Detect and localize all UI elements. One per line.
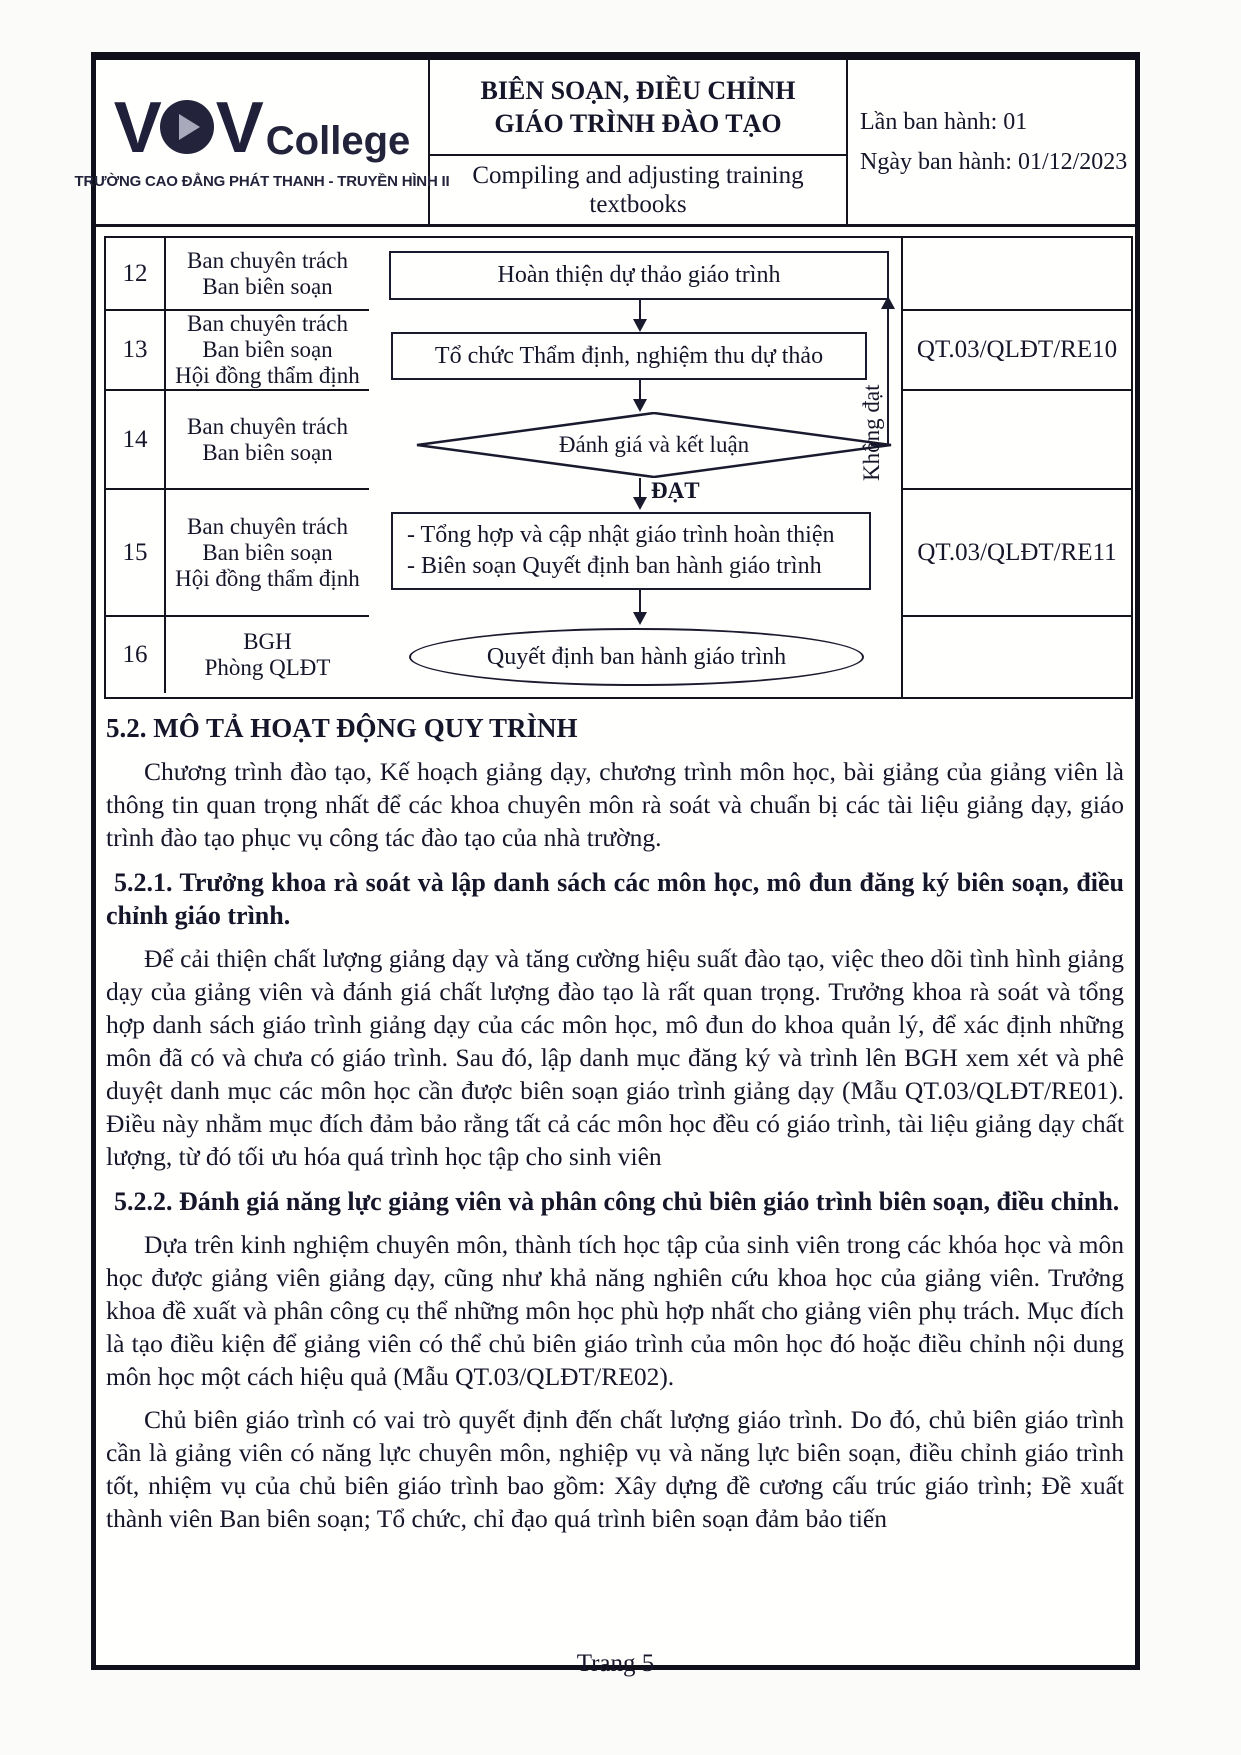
- feedback-connector: [887, 308, 889, 446]
- form-ref-cell: QT.03/QLĐT/RE10: [903, 311, 1131, 391]
- arrow-down-icon: [633, 319, 647, 332]
- document-title: [430, 60, 846, 156]
- step-actors: Ban chuyên trách Ban biên soạn Hội đồng thẩm định: [175, 513, 360, 591]
- flowchart-left-columns: [106, 238, 369, 697]
- issue-info-cell: [848, 60, 1135, 224]
- step-number: 13: [106, 311, 166, 389]
- step-actors: Ban chuyên trách Ban biên soạn: [187, 413, 348, 465]
- fail-branch-label: Không đạt: [859, 384, 884, 482]
- vov-letter-v2: V: [215, 87, 258, 168]
- section-5-2-1-heading: 5.2.1. Trưởng khoa rà soát và lập danh sách các môn học, mô đun đăng ký biên soạn, điều chỉnh giáo trình.: [106, 868, 1124, 930]
- flow-decision-evaluate: [415, 412, 893, 478]
- table-row: [106, 490, 369, 617]
- vov-wordmark: [113, 87, 258, 168]
- issue-number: Lần ban hành: 01: [860, 109, 1028, 135]
- title-cell: [430, 60, 848, 224]
- issue-date: Ngày ban hành: 01/12/2023: [860, 149, 1128, 175]
- step-number: 14: [106, 391, 166, 488]
- arrow-up-icon: [881, 296, 895, 309]
- form-ref-cell: [903, 391, 1131, 490]
- document-body: [106, 712, 1124, 1545]
- vov-letter-v1: V: [113, 87, 156, 168]
- step-actors: Ban chuyên trách Ban biên soạn: [187, 247, 348, 299]
- vov-play-icon: [160, 100, 214, 154]
- flow-decision-label: Đánh giá và kết luận: [558, 432, 750, 457]
- document-subtitle: [430, 156, 846, 224]
- flowchart-ref-column: [901, 238, 1131, 697]
- logo-college-text: College: [265, 118, 411, 163]
- logo-tagline: TRƯỜNG CAO ĐẲNG PHÁT THANH - TRUYỀN HÌNH II: [74, 172, 450, 190]
- section-5-2-2-paragraph-1: Dựa trên kinh nghiệm chuyên môn, thành tích học tập của sinh viên trong các khóa học và môn học được giảng viên giảng dạy, cũng như khả năng nghiên cứu khoa học của giảng viên. Trưởng khoa đề xuất và phân công cụ thể những môn học phù hợp nhất cho giảng viên phụ trách. Mục đích là tạo điều kiện để giảng viên có thể chủ biên giáo trình của môn học đó hoặc điều chỉnh nội dung môn học một cách hiệu quả (Mẫu QT.03/QLĐT/RE02).: [106, 1230, 1124, 1391]
- step-actors: BGH Phòng QLĐT: [204, 629, 331, 680]
- arrow-down-icon: [633, 497, 647, 510]
- arrow-down-icon: [633, 399, 647, 412]
- section-5-2-1-paragraph: Để cải thiện chất lượng giảng dạy và tăng cường hiệu suất đào tạo, việc theo dõi tình hình giảng dạy của giảng viên và đánh giá chất lượng đào tạo là rất quan trọng. Trưởng khoa rà soát và tổng hợp danh sách giáo trình giảng dạy của các môn học, mô đun do khoa quản lý, để xác định những môn đã có và chưa có giáo trình. Sau đó, lập danh mục đăng ký và trình lên BGH xem xét và phê duyệt danh mục các môn học cần được biên soạn giáo trình giảng dạy (Mẫu QT.03/QLĐT/RE01). Điều này nhằm mục đích đảm bảo rằng tất cả các môn học đều có giáo trình, tài liệu giảng dạy chất lượng, từ đó tối ưu hóa quá trình học tập cho sinh viên: [106, 944, 1124, 1171]
- table-row: [106, 617, 369, 693]
- form-ref-cell: [903, 238, 1131, 311]
- table-row: [106, 238, 369, 311]
- document-title-line2: GIÁO TRÌNH ĐÀO TẠO: [494, 109, 782, 138]
- header-table: [74, 60, 1135, 227]
- flow-terminator-decision-issued: Quyết định ban hành giáo trình: [409, 628, 864, 686]
- form-ref-cell: QT.03/QLĐT/RE11: [903, 490, 1131, 617]
- flow-step-complete-draft: Hoàn thiện dự thảo giáo trình: [389, 251, 889, 300]
- document-subtitle-line1: Compiling and adjusting training: [472, 162, 804, 189]
- document-title-line1: BIÊN SOẠN, ĐIỀU CHỈNH: [480, 76, 796, 105]
- table-row: [106, 311, 369, 391]
- arrow-down-icon: [633, 612, 647, 625]
- page-number: Trang 5: [576, 1650, 655, 1677]
- step-actors: Ban chuyên trách Ban biên soạn Hội đồng thẩm định: [175, 311, 360, 388]
- flow-step-finalize: - Tổng hợp và cập nhật giáo trình hoàn thiện - Biên soạn Quyết định ban hành giáo trình: [391, 512, 871, 590]
- form-ref-cell: [903, 617, 1131, 693]
- table-row: [106, 391, 369, 490]
- flowchart-shapes-area: [369, 238, 905, 697]
- section-5-2-2-paragraph-2: Chủ biên giáo trình có vai trò quyết định đến chất lượng giáo trình. Do đó, chủ biên giáo trình cần là giảng viên có năng lực chuyên môn, nghiệp vụ và năng lực biên soạn, điều chỉnh giáo trình tốt, nhiệm vụ của chủ biên giáo trình bao gồm: Xây dựng đề cương cấu trúc giáo trình; Đề xuất thành viên Ban biên soạn; Tổ chức, chỉ đạo quá trình biên soạn đảm bảo tiến: [106, 1405, 1124, 1533]
- step-number: 15: [106, 490, 166, 615]
- document-page: [74, 52, 1140, 1677]
- step-number: 16: [106, 617, 166, 693]
- logo-cell: [74, 60, 450, 224]
- document-subtitle-line2: textbooks: [589, 191, 687, 218]
- flow-step-review: Tổ chức Thẩm định, nghiệm thu dự thảo: [391, 332, 867, 380]
- process-flowchart-table: [104, 236, 1133, 699]
- section-5-2-paragraph: Chương trình đào tạo, Kế hoạch giảng dạy, chương trình môn học, bài giảng của giảng viên là thông tin quan trọng nhất để các khoa chuyên môn rà soát và chuẩn bị các tài liệu giảng dạy, giáo trình đào tạo phục vụ công tác đào tạo của nhà trường.: [106, 757, 1124, 852]
- section-5-2-heading: 5.2. MÔ TẢ HOẠT ĐỘNG QUY TRÌNH: [106, 713, 578, 743]
- section-5-2-2-heading: 5.2.2. Đánh giá năng lực giảng viên và phân công chủ biên giáo trình biên soạn, điều chỉnh.: [114, 1187, 1120, 1216]
- pass-branch-label: ĐẠT: [651, 478, 700, 503]
- vov-logo: [113, 87, 411, 168]
- step-number: 12: [106, 238, 166, 309]
